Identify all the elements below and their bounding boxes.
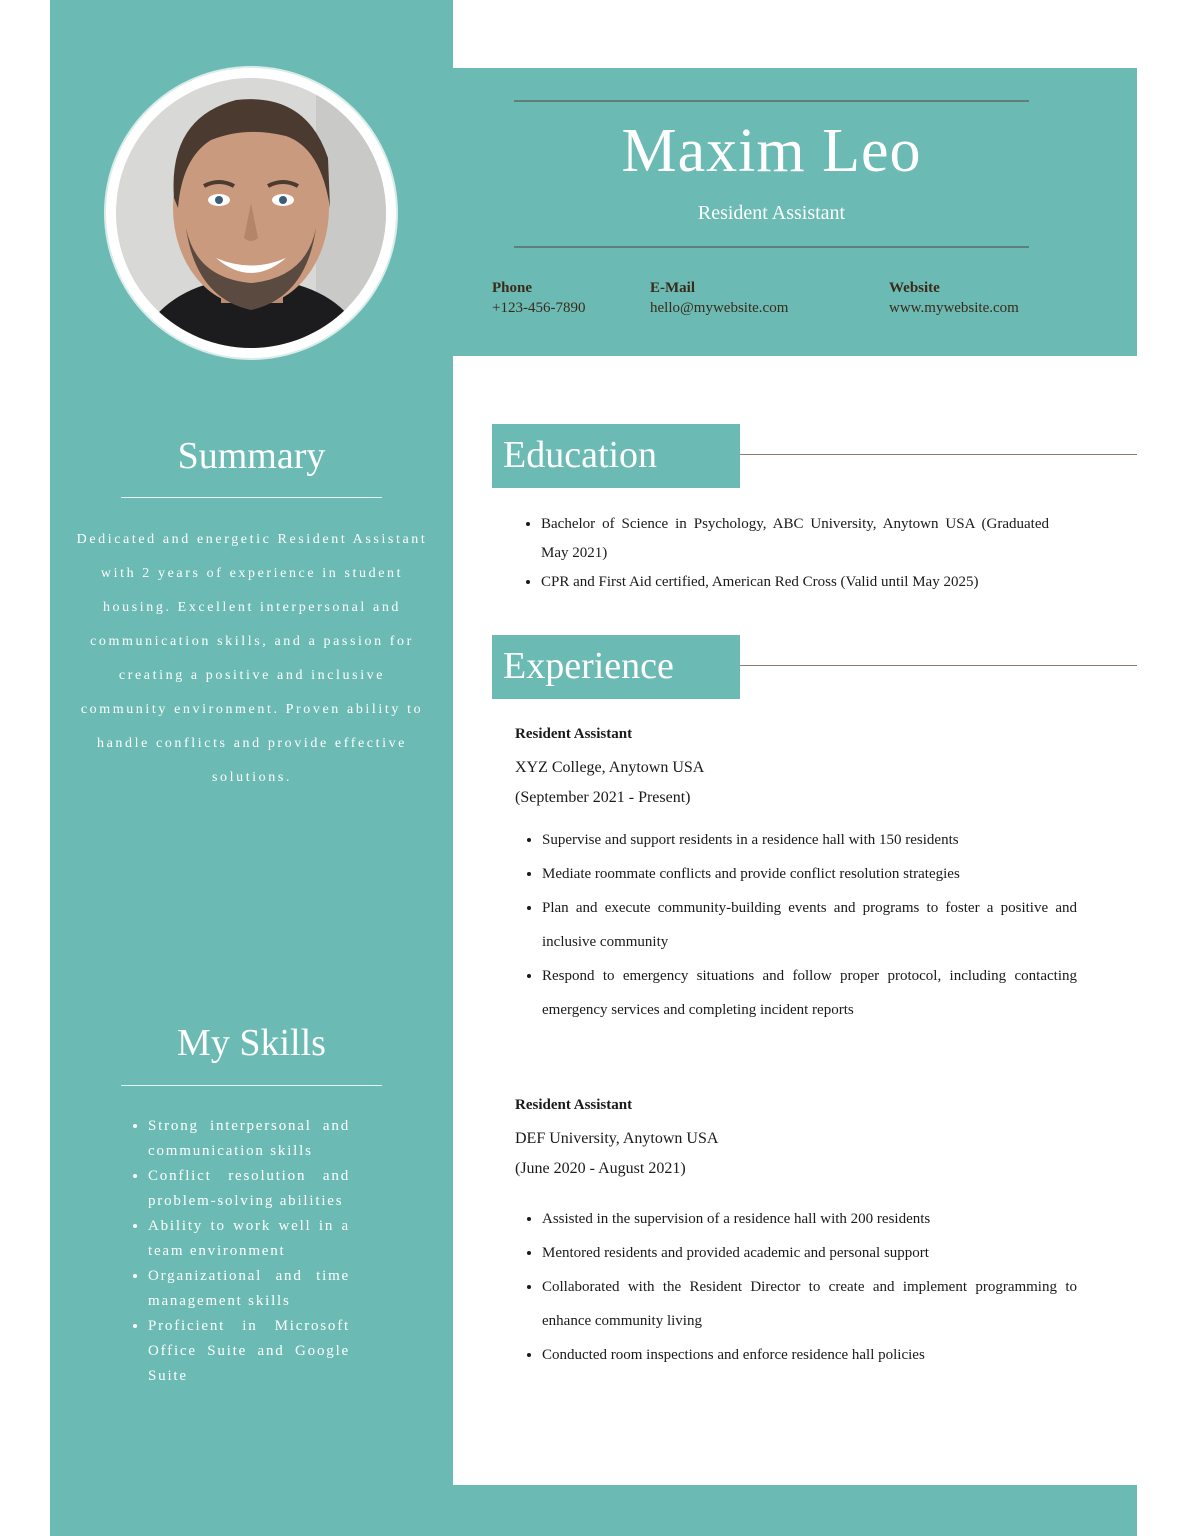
- skill-item: • Organizational and time management skills: [148, 1264, 350, 1314]
- job-dates: (June 2020 - August 2021): [515, 1160, 686, 1177]
- education-list: [522, 510, 1049, 597]
- job-bullet: • Conducted room inspections and enforce residence hall policies: [542, 1338, 1077, 1372]
- portrait-image: [116, 78, 386, 348]
- skills-divider: [121, 1085, 382, 1086]
- job-title: Resident Assistant: [515, 1097, 633, 1113]
- job-bullet: • Assisted in the supervision of a residence hall with 200 residents: [542, 1202, 1077, 1236]
- job-title: Resident Assistant: [515, 726, 633, 742]
- education-item: • Bachelor of Science in Psychology, ABC University, Anytown USA (Graduated May 2021): [541, 510, 1049, 568]
- job-bullets: [523, 823, 1077, 1027]
- job-bullet: • Supervise and support residents in a residence hall with 150 residents: [542, 823, 1077, 857]
- job-bullet: • Mentored residents and provided academic and personal support: [542, 1236, 1077, 1270]
- education-item: • CPR and First Aid certified, American Red Cross (Valid until May 2025): [541, 568, 1049, 597]
- job-bullet: • Mediate roommate conflicts and provide conflict resolution strategies: [542, 857, 1077, 891]
- header-top-rule: [514, 100, 1029, 102]
- job-bullet: • Plan and execute community-building events and programs to foster a positive and inclusive community: [542, 891, 1077, 959]
- education-heading: Education: [492, 424, 740, 488]
- footer-band: [453, 1485, 1137, 1536]
- job-bullet: • Respond to emergency situations and follow proper protocol, including contacting emergency services and completing incident reports: [542, 959, 1077, 1027]
- job-bullets: [523, 1202, 1077, 1372]
- phone-value: +123-456-7890: [492, 300, 586, 316]
- candidate-name: Maxim Leo: [621, 117, 922, 185]
- skills-heading: My Skills: [177, 1022, 326, 1064]
- contact-label: Website: [889, 280, 940, 296]
- job-place: DEF University, Anytown USA: [515, 1130, 719, 1147]
- job-bullet: • Collaborated with the Resident Director to create and implement programming to enhance community living: [542, 1270, 1077, 1338]
- summary-text: Dedicated and energetic Resident Assistant with 2 years of experience in student housing. Excellent interpersonal and communication skills, and a passion for creating a positive and inclusive community environment. Proven ability to handle conflicts and provide effective solutions.: [76, 532, 428, 785]
- contact-email: [650, 278, 788, 318]
- candidate-role: Resident Assistant: [697, 202, 846, 224]
- header-bottom-rule: [514, 246, 1029, 248]
- skill-item: • Conflict resolution and problem-solving abilities: [148, 1164, 350, 1214]
- contact-label: E-Mail: [650, 280, 695, 296]
- skill-item: • Strong interpersonal and communication skills: [148, 1114, 350, 1164]
- contact-website: [889, 278, 1019, 318]
- header-band: [453, 68, 1137, 356]
- job-dates: (September 2021 - Present): [515, 789, 691, 806]
- contact-phone: [492, 278, 585, 318]
- summary-divider: [121, 497, 382, 498]
- education-rule: [740, 454, 1137, 455]
- email-value: hello@mywebsite.com: [650, 300, 789, 316]
- skill-item: • Ability to work well in a team environment: [148, 1214, 350, 1264]
- summary-heading: Summary: [177, 435, 326, 477]
- experience-heading: Experience: [492, 635, 740, 699]
- website-value: www.mywebsite.com: [889, 300, 1019, 316]
- skill-item: • Proficient in Microsoft Office Suite and Google Suite: [148, 1314, 350, 1389]
- experience-rule: [740, 665, 1137, 666]
- skills-list: [128, 1114, 350, 1389]
- contact-label: Phone: [492, 280, 533, 296]
- profile-photo-frame: [106, 68, 396, 358]
- profile-photo: [116, 78, 386, 348]
- job-place: XYZ College, Anytown USA: [515, 759, 705, 776]
